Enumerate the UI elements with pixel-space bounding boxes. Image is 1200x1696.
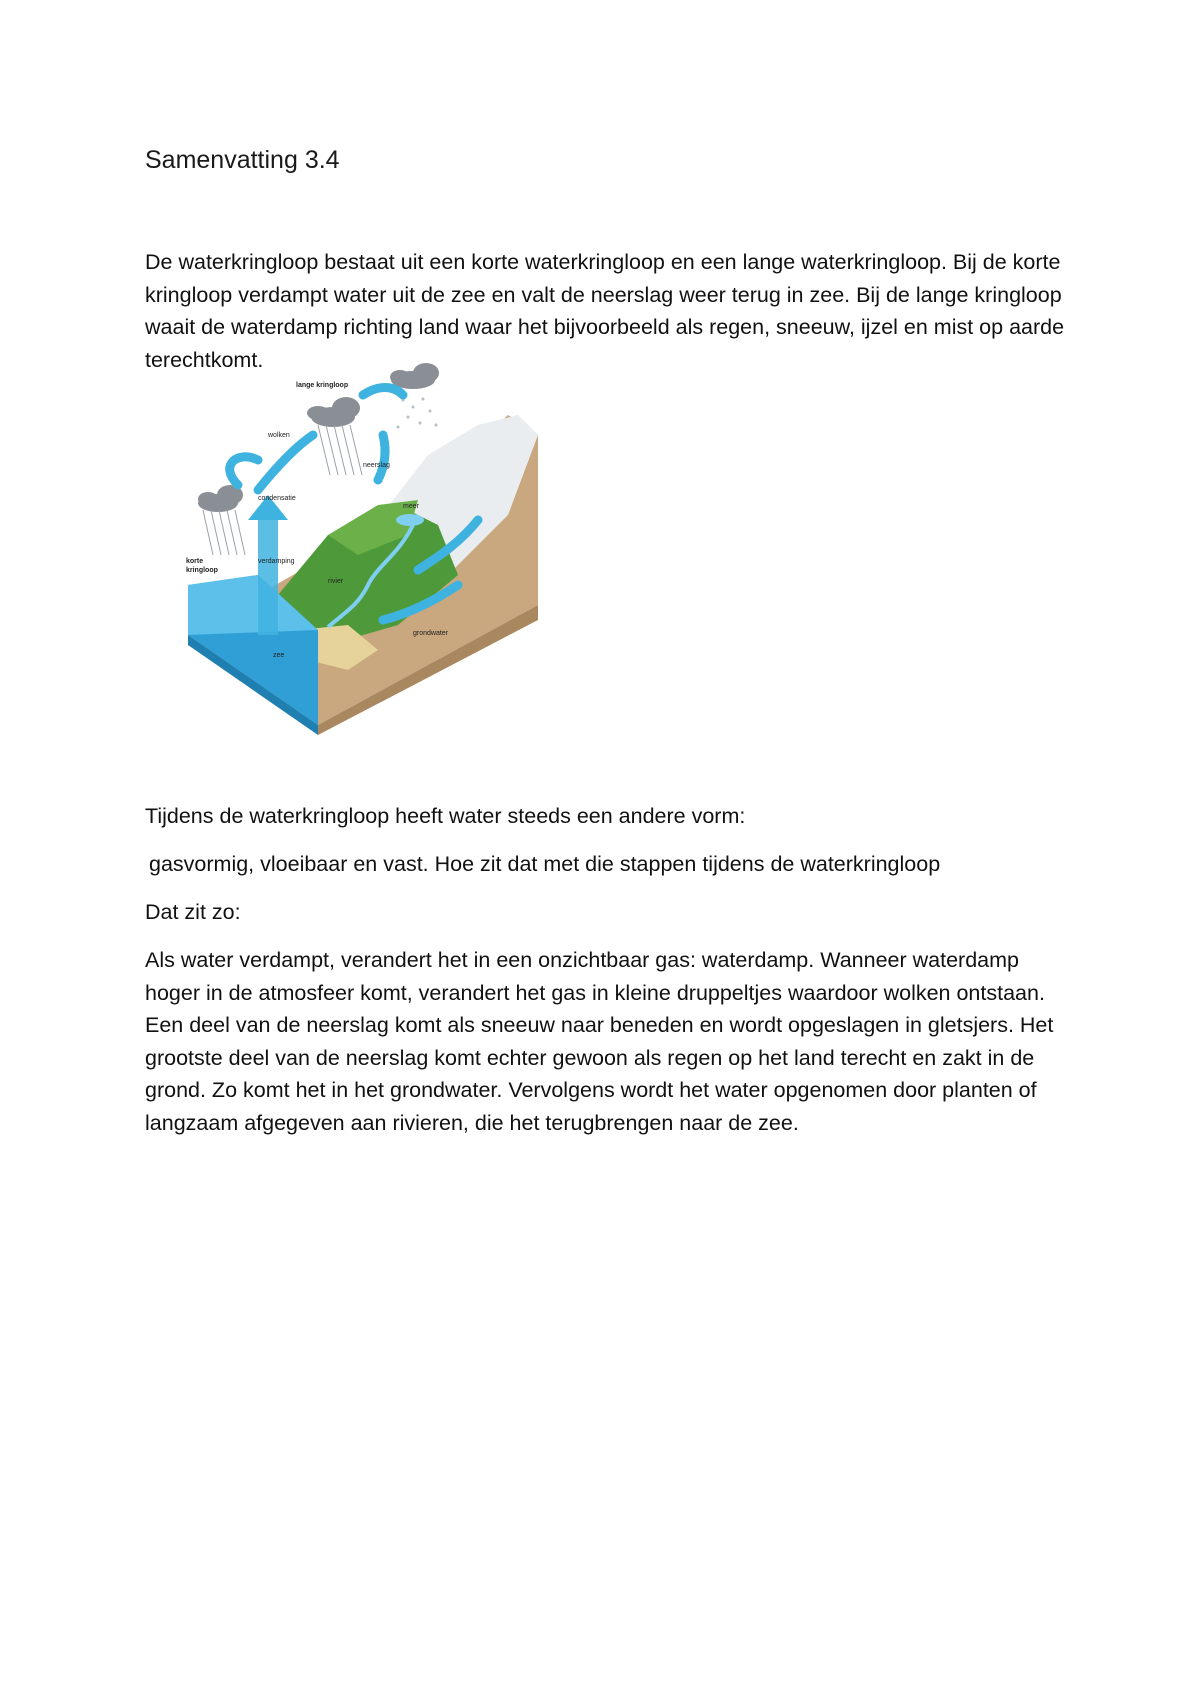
label-meer: meer	[403, 503, 419, 510]
arrow-verdamping	[258, 515, 278, 635]
rain-left	[203, 510, 245, 555]
lake	[396, 514, 424, 526]
intro-paragraph: De waterkringloop bestaat uit een korte waterkringloop en een lange waterkringloop. Bij de korte kringloop verdampt water uit de zee en valt de neerslag weer terug in zee. Bij de lange kringloop waait de waterdamp richting land waar het bijvoorbeeld als regen, sneeuw, ijzel en mist op aarde terechtkomt.	[145, 250, 1065, 372]
arrow-to-middle-cloud	[258, 435, 313, 490]
label-condensatie: condensatie	[258, 495, 296, 502]
label-lange-kringloop: lange kringloop	[296, 382, 349, 389]
label-rivier: rivier	[328, 578, 344, 585]
water-cycle-illustration	[178, 382, 538, 735]
water-cycle-diagram	[178, 382, 538, 735]
label-korte: korte	[186, 558, 204, 565]
label-grondwater: grondwater	[413, 630, 449, 637]
transition-paragraph: Dat zit zo:	[145, 900, 241, 924]
label-wolken: wolken	[268, 432, 290, 439]
form-paragraph: Tijdens de waterkringloop heeft water steeds een andere vorm:	[145, 804, 746, 828]
arrow-down-neerslag	[378, 435, 385, 480]
label-zee: zee	[273, 652, 285, 659]
cloud-middle	[307, 397, 360, 427]
arrow-short-cycle	[230, 457, 258, 485]
explanation-paragraph: Als water verdampt, verandert het in een onzichtbaar gas: waterdamp. Wanneer waterdamp hoger in de atmosfeer komt, verandert het gas in kleine druppeltjes waardoor wolken ontstaan. Een deel van de neerslag komt als sneeuw naar beneden en wordt opgeslagen in gletsjers. Het grootste deel van de neerslag komt echter gewoon als regen op het land terecht en zakt in de grond. Zo komt het in het grondwater. Vervolgens wordt het water opgenomen door planten of langzaam afgegeven aan rivieren, die het terugbrengen naar de zee.	[145, 948, 1054, 1135]
label-verdamping: verdamping	[258, 558, 295, 565]
label-kringloop: kringloop	[186, 567, 218, 574]
rain-middle	[318, 425, 362, 475]
states-paragraph: gasvormig, vloeibaar en vast. Hoe zit dat met die stappen tijdens de waterkringloop	[149, 852, 941, 876]
label-neerslag: neerslag	[363, 462, 390, 469]
arrow-to-right-cloud	[363, 388, 403, 396]
snowfall	[397, 398, 438, 429]
document-title: Samenvatting 3.4	[145, 146, 340, 174]
